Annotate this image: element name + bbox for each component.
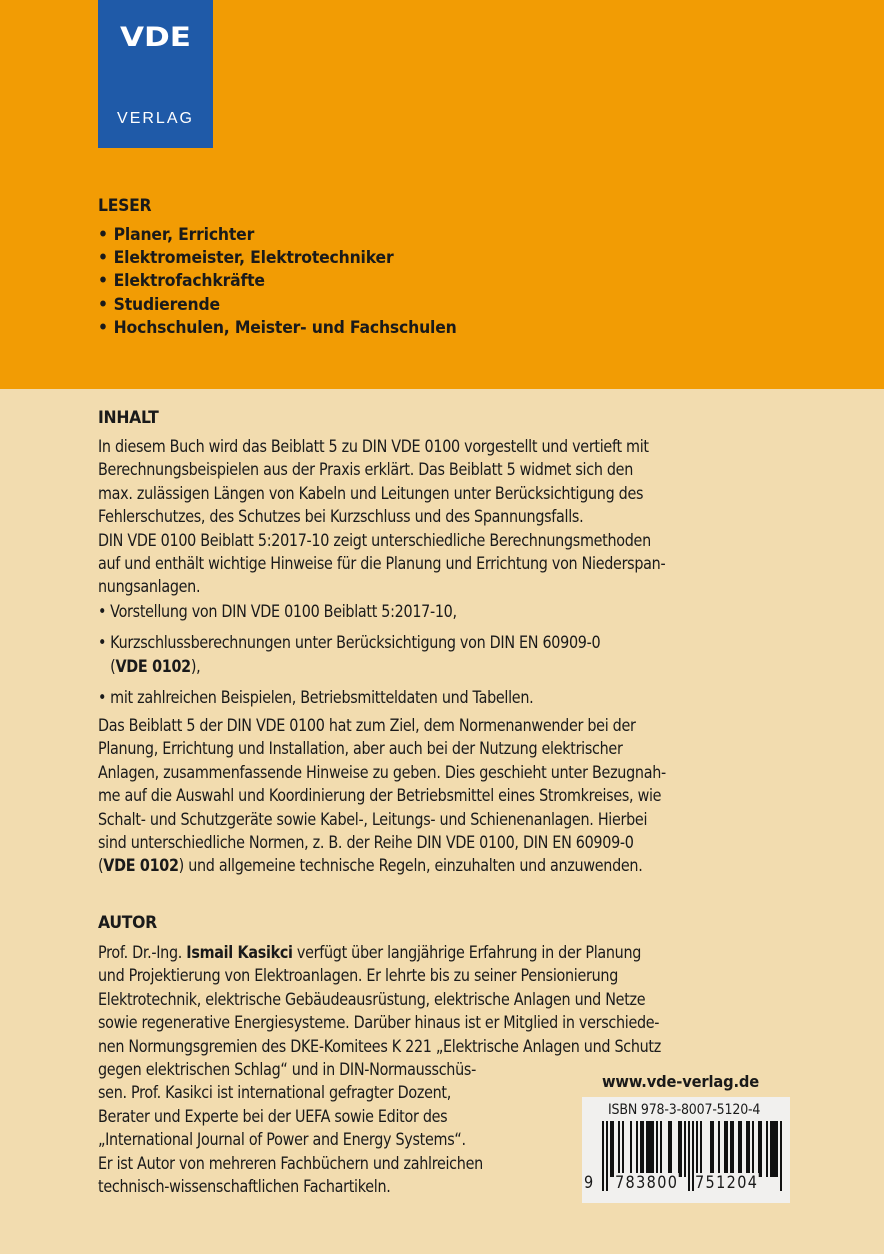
bullet-icon: • [98,294,108,315]
barcode-bar [622,1121,624,1177]
bullet-icon: • [98,688,107,708]
leser-item: • Elektromeister, Elektrotechniker [98,247,457,270]
barcode-bar [766,1121,768,1177]
barcode-bar [700,1121,702,1177]
barcode-bar [684,1121,686,1177]
barcode-bar [718,1121,720,1177]
barcode-bar [770,1121,778,1177]
barcode-bar [640,1121,644,1177]
barcode-bar [730,1121,734,1177]
barcode-bar [758,1121,762,1177]
autor-heading: AUTOR [98,913,157,933]
isbn-barcode-box [582,1097,790,1203]
barcode-bar [668,1121,672,1177]
inhalt-heading: INHALT [98,408,159,428]
inhalt-bullet-item: • Vorstellung von DIN VDE 0100 Beiblatt 5:2017-10, [98,600,675,623]
inhalt-bullet-item: • mit zahlreichen Beispielen, Betriebsmitteldaten und Tabellen. [98,686,675,709]
barcode-digits-right: 751204 [695,1173,759,1193]
barcode-bar [602,1121,604,1191]
bullet-icon: • [98,271,108,292]
publisher-website: www.vde-verlag.de [602,1072,760,1091]
inhalt-outro: Das Beiblatt 5 der DIN VDE 0100 hat zum Ziel, dem Normenanwender bei der Planung, Errichtung und Installation, aber auch bei der Nutzung elektrischer Anlagen, zusammenfassende Hinweise zu geben. Dies geschieht unter Bezugnah- me auf die Auswahl und Koordinierung der Betriebsmittel eines Stromkreises, wie Schalt- und Schutzgeräte sowie Kabel-, Leitungs- und Schienenanlagen. Hierbei sind unterschiedliche Normen, z. B. der Reihe DIN VDE 0100, DIN EN 60909-0 (VDE 0102) und allgemeine technische Regeln, einzuhalten und anzuwenden. [98,716,666,876]
barcode-bar [752,1121,754,1177]
leser-item: • Planer, Errichter [98,224,457,247]
bullet-icon: • [98,225,108,245]
barcode-bar [678,1121,682,1177]
autor-text: Prof. Dr.-Ing. Ismail Kasikci verfügt über langjährige Erfahrung in der Planung und Projektierung von Elektroanlagen. Er lehrte bis zu seiner Pensionierung Elektrotechnik, elektrische Gebäudeausrüstung, elektrische Anlagen und Netze sowie regenerative Energiesysteme. Darüber hinaus ist er Mitglied in verschiede- nen Normungsgremien des DKE-Komitees K 221 „Elektrische Anlagen und Schutz gegen elektrischen Schlag“ und in DIN-Normausschüs- sen. Prof. Kasikci ist international gefragter Dozent, Berater und Experte bei der UEFA sowie Editor des „International Journal of Power and Energy Systems“. Er ist Autor von mehreren Fachbüchern und zahlreichen technisch-wissenschaftlichen Fachartikeln. [98,943,661,1197]
barcode-bar [636,1121,638,1177]
barcode-bar [606,1121,608,1191]
barcode-bar [738,1121,742,1177]
barcode-bar [610,1121,614,1177]
leser-item: • Studierende [98,294,457,317]
bullet-icon: • [98,633,107,653]
isbn-number: ISBN 978-3-8007-5120-4 [608,1102,761,1118]
barcode-bar [630,1121,632,1177]
barcode-bar [692,1121,694,1191]
barcode-bar [724,1121,728,1177]
inhalt-bullet-item: • Kurzschlussberechnungen unter Berücksichtigung von DIN EN 60909-0 (VDE 0102), [98,633,601,676]
barcode-digit-first: 9 [584,1173,595,1193]
leser-item: • Hochschulen, Meister- und Fachschulen [98,317,457,340]
barcode-bar [746,1121,750,1177]
bullet-icon: • [98,602,107,621]
vde-verlag-logo [98,0,213,148]
bullet-icon: • [98,317,108,338]
inhalt-intro: In diesem Buch wird das Beiblatt 5 zu DIN VDE 0100 vorgestellt und vertieft mit Berechnungsbeispielen aus der Praxis erklärt. Das Beiblatt 5 widmet sich den max. zulässigen Längen von Kabeln und Leitungen unter Berücksichtigung des Fehlerschutzes, des Schutzes bei Kurzschluss und des Spannungsfalls. DIN VDE 0100 Beiblatt 5:2017-10 zeigt unterschiedliche Berechnungsmethoden auf und enthält wichtige Hinweise für die Planung und Errichtung von Niederspan- nungsanlagen. [98,437,666,597]
barcode-bar [780,1121,782,1191]
leser-item: • Elektrofachkräfte [98,270,457,293]
logo-subtitle: VERLAG [117,110,194,127]
bullet-icon: • [98,248,108,269]
barcode-bar [696,1121,698,1177]
leser-list [98,224,488,340]
logo-brand: VDE [119,22,192,53]
barcode-bar [646,1121,654,1177]
leser-heading: LESER [98,196,152,216]
barcode-bar [710,1121,714,1177]
barcode-bar [660,1121,662,1177]
barcode-bar [618,1121,620,1177]
inhalt-bullet-list [98,600,675,718]
barcode-digits-left: 783800 [615,1173,679,1193]
barcode-bar [656,1121,658,1177]
barcode-bar [688,1121,690,1191]
